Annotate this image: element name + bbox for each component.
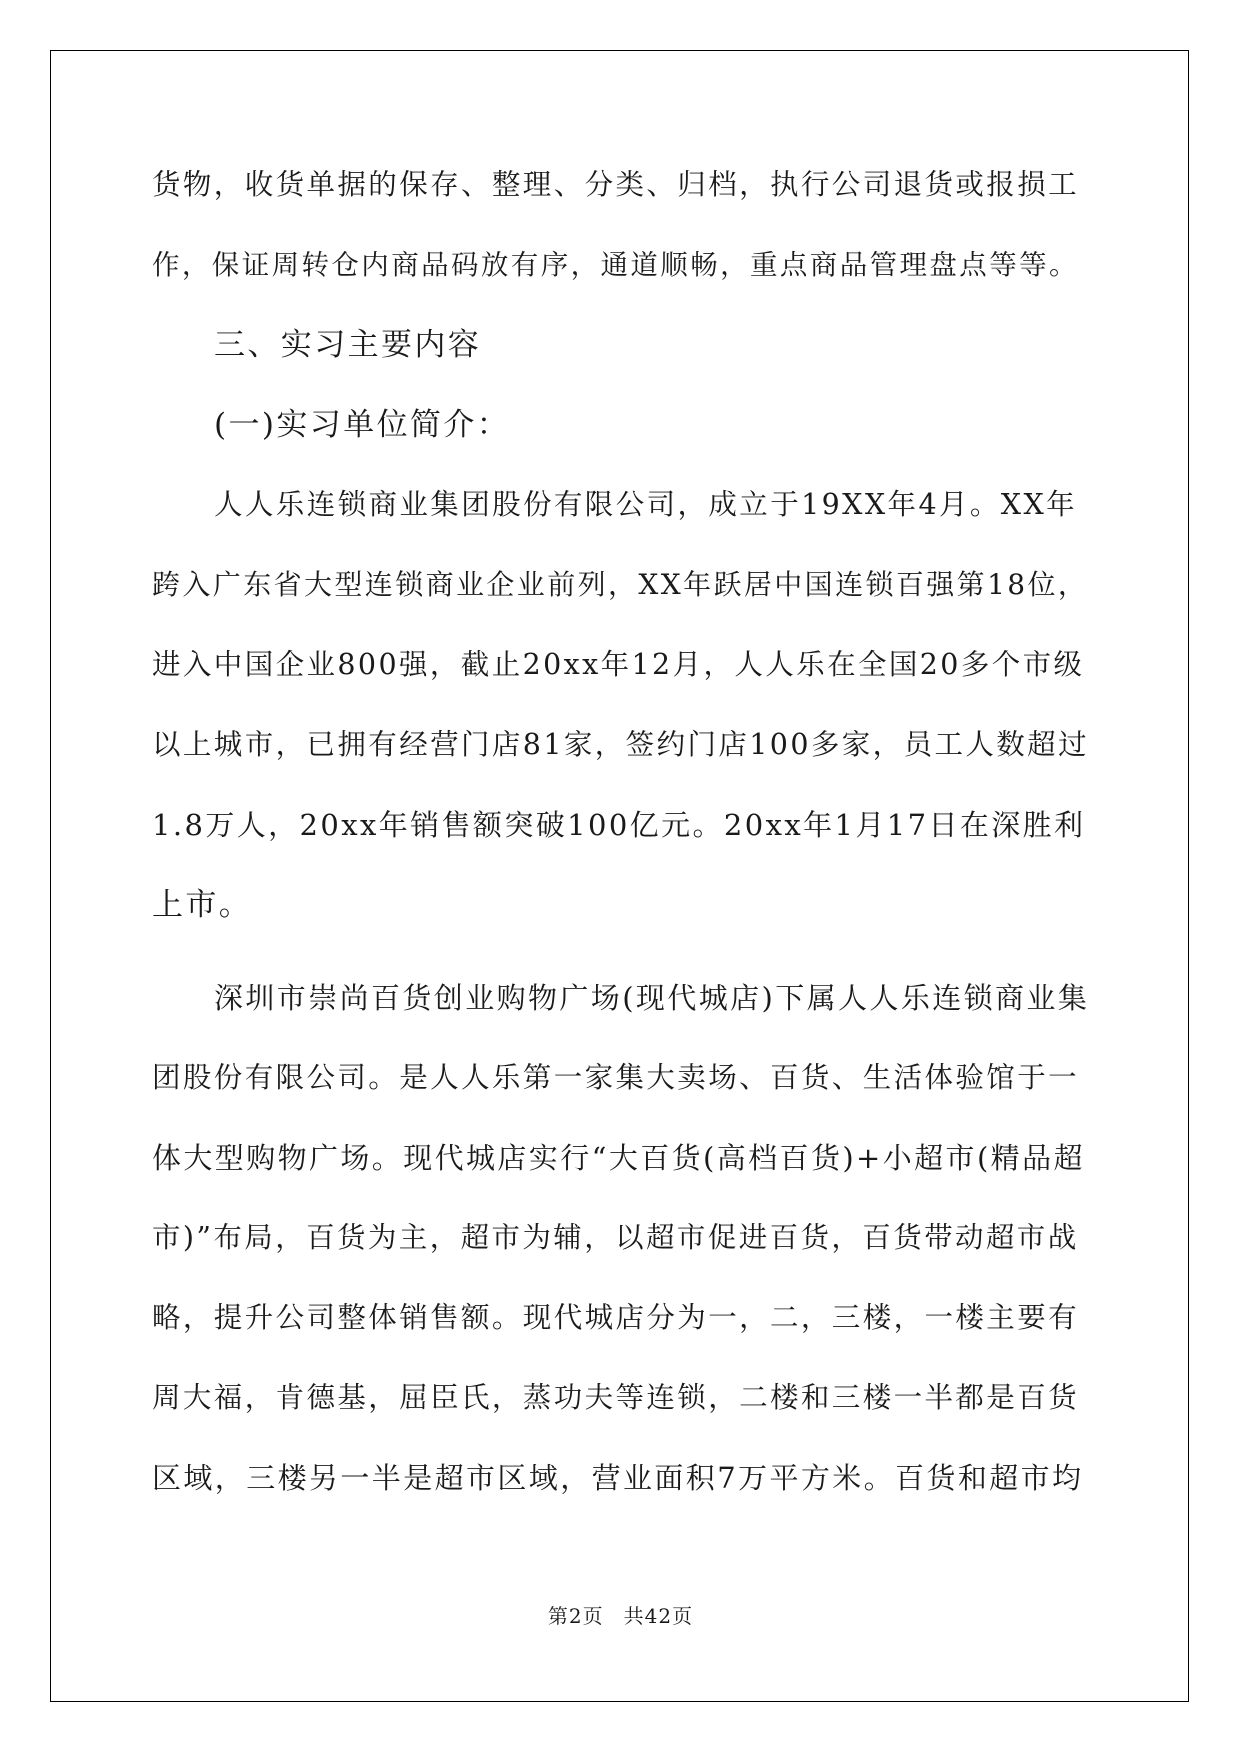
paragraph-first-line: 人人乐连锁商业集团股份有限公司，成立于19XX年4月。XX年: [214, 488, 1078, 521]
text-line: 作，保证周转仓内商品码放有序，通道顺畅，重点商品管理盘点等等。: [152, 249, 1079, 281]
document-body: [152, 160, 1090, 1533]
paragraph-first-line: 深圳市崇尚百货创业购物广场(现代城店)下属人人乐连锁商业集: [214, 981, 1090, 1015]
page-footer: [0, 1600, 1241, 1629]
text-line: 1.8万人，20xx年销售额突破100亿元。20xx年1月17日在深胜利: [152, 808, 1086, 842]
text-line: 区域，三楼另一半是超市区域，营业面积7万平方米。百货和超市均: [152, 1461, 1084, 1495]
subsection-heading: (一)实习单位简介：: [214, 407, 511, 443]
page-total: 共42页: [623, 1604, 694, 1628]
text-line: 以上城市，已拥有经营门店81家，签约门店100多家，员工人数超过: [152, 728, 1089, 761]
text-line: 团股份有限公司。是人人乐第一家集大卖场、百货、生活体验馆于一: [152, 1061, 1080, 1094]
text-line: 货物，收货单据的保存、整理、分类、归档，执行公司退货或报损工: [152, 168, 1080, 201]
section-heading: 三、实习主要内容: [214, 327, 482, 363]
text-line: 周大福，肯德基，屈臣氏，蒸功夫等连锁，二楼和三楼一半都是百货: [152, 1381, 1080, 1414]
text-line: 跨入广东省大型连锁商业企业前列，XX年跃居中国连锁百强第18位，: [152, 568, 1089, 601]
text-line: 市)”布局，百货为主，超市为辅，以超市促进百货，百货带动超市战: [152, 1221, 1079, 1254]
text-line: 上市。: [152, 887, 253, 923]
page-number: 第2页: [547, 1604, 604, 1628]
text-line: 进入中国企业800强，截止20xx年12月，人人乐在全国20多个市级: [152, 648, 1085, 681]
text-line: 体大型购物广场。现代城店实行“大百货(高档百货)+小超市(精品超: [152, 1141, 1085, 1175]
text-line: 略，提升公司整体销售额。现代城店分为一，二，三楼，一楼主要有: [152, 1301, 1080, 1334]
